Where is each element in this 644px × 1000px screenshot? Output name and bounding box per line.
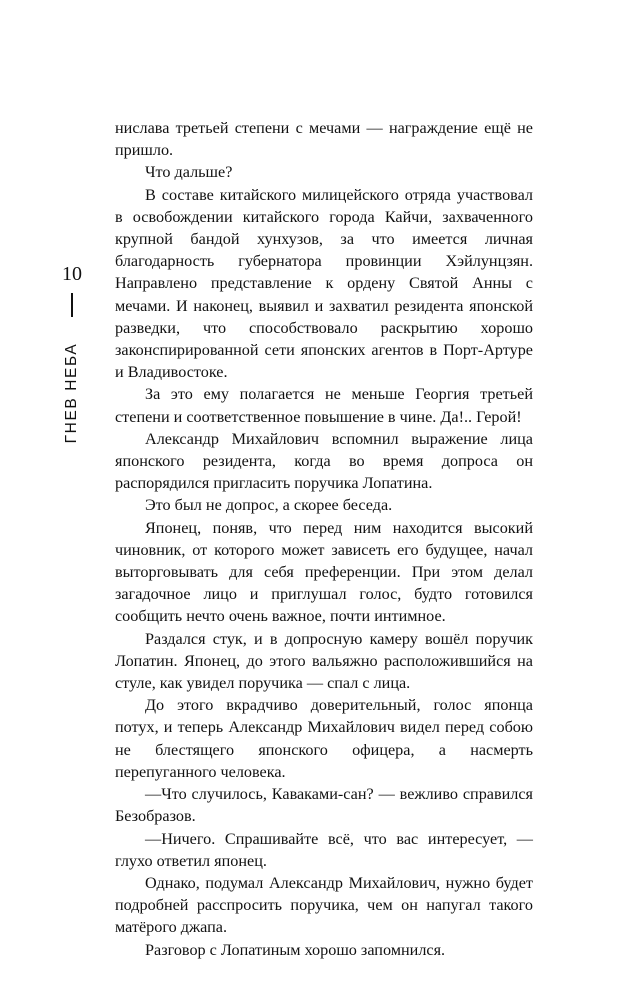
paragraph: Японец, поняв, что перед ним находится высокий чиновник, от которого может зависеть его будущее, начал выторговывать для себя преференции. При этом делал загадочное лицо и приглушал голос, будто готовился сообщить нечто очень важное, почти интимное. <box>115 518 533 626</box>
paragraph: Это был не допрос, а скорее беседа. <box>145 496 393 515</box>
dialogue-line: —Что случилось, Каваками-сан? — вежливо справился Безобразов. <box>115 785 533 826</box>
page-margin-header <box>46 263 98 583</box>
paragraph: Что дальше? <box>145 163 233 182</box>
paragraph: Раздался стук, и в допросную камеру вошёл поручик Лопатин. Японец, до этого вальяжно расположившийся на стуле, как увидел поручика — спал с лица. <box>115 629 533 693</box>
running-title-box <box>60 327 84 459</box>
paragraph: Разговор с Лопатиным хорошо запомнился. <box>145 940 446 959</box>
paragraph: нислава третьей степени с мечами — награждение ещё не пришло. <box>115 119 533 160</box>
body-text <box>115 117 533 961</box>
paragraph: Александр Михайлович вспомнил выражение лица японского резидента, когда во время допроса он распорядился пригласить поручика Лопатина. <box>115 429 533 493</box>
paragraph: До этого вкрадчиво доверительный, голос японца потух, и теперь Александр Михайлович видел перед собою не блестящего японского офицера, а насмерть перепуганного человека. <box>115 696 533 781</box>
running-title: ГНЕВ НЕБА <box>63 342 80 444</box>
paragraph: Однако, подумал Александр Михайлович, нужно будет подробней расспросить поручика, чем он напугал такого матёрого джапа. <box>115 873 533 937</box>
paragraph: За это ему полагается не меньше Георгия третьей степени и соответственное повышение в чине. Да!.. Герой! <box>115 385 533 426</box>
margin-rule <box>71 293 73 317</box>
dialogue-line: —Ничего. Спрашивайте всё, что вас интересует, — глухо ответил японец. <box>115 829 533 870</box>
paragraph: В составе китайского милицейского отряда участвовал в освобождении китайского города Кайчи, захваченного крупной бандой хунхузов, за что имеется личная благодарность губернатора провинции Хэйлунцзян. Направлено представление к ордену Святой Анны с мечами. И наконец, выявил и захватил резидента японской разведки, что способствовало раскрытию хорошо законспирированной сети японских агентов в Порт-Артуре и Владивостоке. <box>115 185 533 382</box>
page-number: 10 <box>62 263 82 285</box>
